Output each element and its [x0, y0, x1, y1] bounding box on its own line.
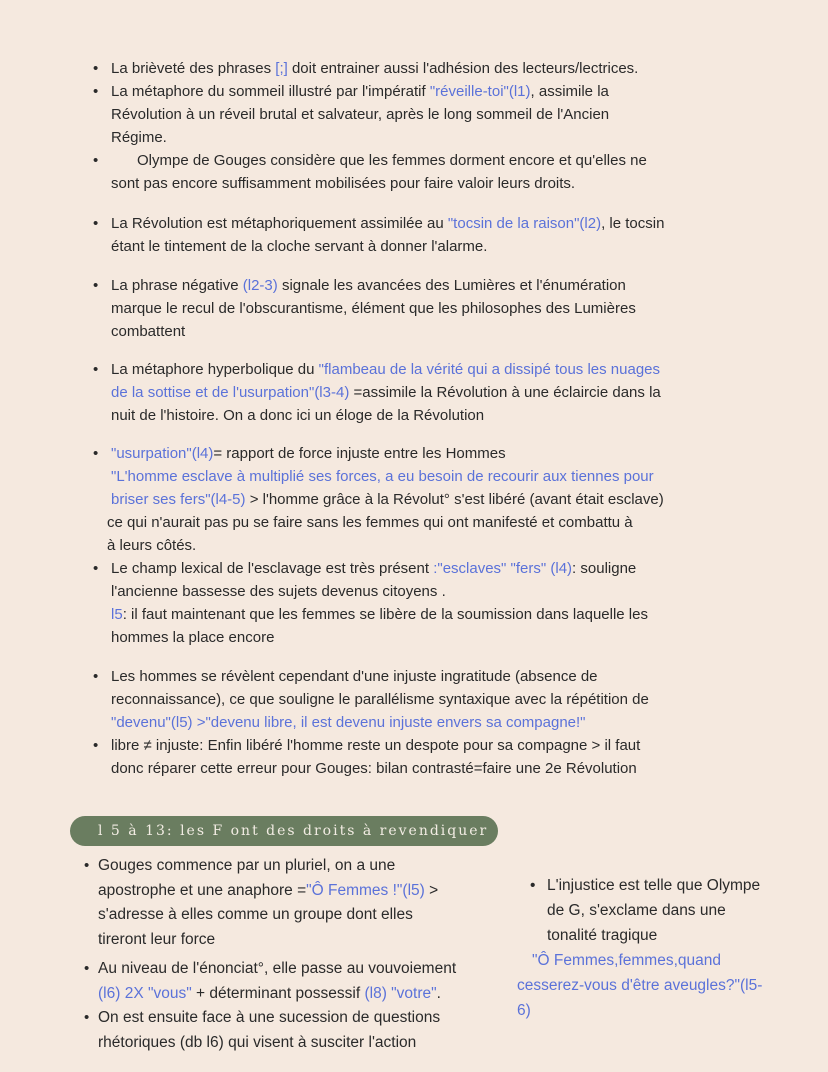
bullet-ingratitude: • Les hommes se révèlent cependant d'une injuste ingratitude (absence de reconnaissance), ce que souligne le parallélisme syntaxique avec la répétition de "devenu"(l5) >"devenu libre, il est devenu injuste envers sa compagne!" — [93, 668, 649, 731]
bullet-tocsin: • La Révolution est métaphoriquement assimilée au "tocsin de la raison"(l2), le tocsin étant le tintement de la cloche servant à donner l'alarme. — [93, 215, 665, 255]
bullet-champ-lexical: • Le champ lexical de l'esclavage est très présent :"esclaves" "fers" (l4): souligne l'ancienne bassesse des sujets devenus citoyens . l5: il faut maintenant que les femmes se libère de la soumission dans laquelle les hommes la place encore — [93, 560, 648, 646]
bullet-phrase-negative: • La phrase négative (l2-3) signale les avancées des Lumières et l'énumération marque le recul de l'obscurantisme, élément que les philosophes des Lumières combattent — [93, 277, 636, 340]
notes-page: • La brièveté des phrases [;] doit entrainer aussi l'adhésion des lecteurs/lectrices. • La métaphore du sommeil illustré par l'impératif "réveille-toi"(l1), assimile la Révolution à un réveil brutal et salvateur, après le long sommeil de l'Ancien Régime. • Olympe de Gouges considère que les femmes dorment encore et qu'elles ne sont pas encore suffisamment mobilisées pour faire valoir leurs droits. • La Révolution est métaphoriquement assimilée au "tocsin de la raison"(l2), le tocsin étant le tintement de la cloche servant à donner l'alarme. • La phrase négative (l2-3) signale les avancées des Lumières et l'énumération marque le recul de l'obscurantisme, élément que les philosophes des Lumières combattent • La métaphore hyperbolique du "flambeau de la vérité qui a dissipé tous les nuages de la sottise et de l'usurpation"(l3-4) =assimile la Révolution à une éclaircie dans la nuit de l'histoire. On a donc ici un éloge de la Révolution • "usurpation"(l4)= rapport de force injuste entre les Hommes "L'homme esclave à multiplié ses forces, a eu besoin de recourir aux tiennes pour briser ses fers"(l4-5) > l'homme grâce à la Révolut° s'est libéré (avant était esclave) ce qui n'aurait pas pu se faire sans les femmes qui ont manifesté et combattu à à leurs côtés. • Le champ lexical de l'esclavage est très présent :"esclaves" "fers" (l4): souligne l'ancienne bassesse des sujets devenus citoyens . l5: il faut maintenant que les femmes se libère de la soumission dans laquelle les hommes la place encore • Les hommes se révèlent cependant d'une injuste ingratitude (absence de reconnaissance), ce que souligne le parallélisme syntaxique avec la répétition de "devenu"(l5) >"devenu libre, il est devenu injuste envers sa compagne!" • libre ≠ injuste: Enfin libéré l'homme reste un despote pour sa compagne > il faut donc réparer cette erreur pour Gouges: bilan contrasté=faire une 2e Révolution l 5 à 13: les F ont des droits à revendiquer • Gouges commence par un pluriel, on a une apostrophe et une anaphore ="Ô Femmes !"(l5) > s'adresse à elles comme un groupe dont elles tireront leur force • Au niveau de l'énonciat°, elle passe au vouvoiement (l6) 2X "vous" + déterminant possessif (l8) "votre". • On est ensuite face à une sucession de questions rhétoriques (db l6) qui visent à susciter l'action • L'injustice est telle que Olympe de G, s'exclame dans une tonalité tragique "Ô Femmes,femmes,quand cesserez-vous d'être aveugles?"(l5- 6) — [0, 0, 828, 1072]
left-bullet-pluriel: • Gouges commence par un pluriel, on a une apostrophe et une anaphore ="Ô Femmes !"(l5) > s'adresse à elles comme un groupe dont elles tireront leur force — [84, 857, 439, 948]
section-banner: l 5 à 13: les F ont des droits à revendiquer — [70, 816, 498, 846]
left-bullet-vouvoiement: • Au niveau de l'énonciat°, elle passe au vouvoiement (l6) 2X "vous" + déterminant possessif (l8) "votre". — [84, 960, 457, 1002]
bullet-dot: • — [93, 60, 99, 77]
bullet-olympe-femmes: • Olympe de Gouges considère que les femmes dorment encore et qu'elles ne sont pas encore suffisamment mobilisées pour faire valoir leurs droits. — [93, 152, 647, 192]
bullet-metaphore-sommeil: • La métaphore du sommeil illustré par l'impératif "réveille-toi"(l1), assimile la Révolution à un réveil brutal et salvateur, après le long sommeil de l'Ancien Régime. — [93, 83, 610, 146]
bullet-flambeau: • La métaphore hyperbolique du "flambeau de la vérité qui a dissipé tous les nuages de la sottise et de l'usurpation"(l3-4) =assimile la Révolution à une éclaircie dans la nuit de l'histoire. On a donc ici un éloge de la Révolution — [93, 361, 661, 424]
bullet-libre-injuste: • libre ≠ injuste: Enfin libéré l'homme reste un despote pour sa compagne > il faut donc réparer cette erreur pour Gouges: bilan contrasté=faire une 2e Révolution — [93, 737, 641, 777]
bullet-brievete: • La brièveté des phrases [;] doit entrainer aussi l'adhésion des lecteurs/lectrices. — [0, 57, 828, 80]
bullet-usurpation: • "usurpation"(l4)= rapport de force injuste entre les Hommes "L'homme esclave à multiplié ses forces, a eu besoin de recourir aux tiennes pour briser ses fers"(l4-5) > l'homme grâce à la Révolut° s'est libéré (avant était esclave) ce qui n'aurait pas pu se faire sans les femmes qui ont manifesté et combattu à à leurs côtés. — [93, 445, 664, 554]
left-bullet-questions: • On est ensuite face à une sucession de questions rhétoriques (db l6) qui visent à susciter l'action — [84, 1009, 441, 1051]
